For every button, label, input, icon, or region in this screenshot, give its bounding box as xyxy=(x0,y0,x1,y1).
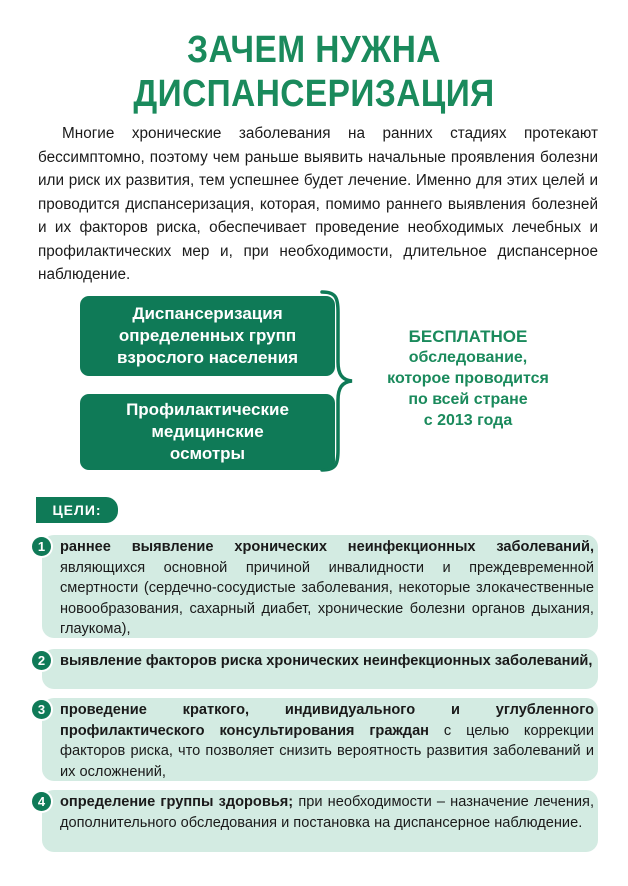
goal-3-bold: проведение краткого, индивидуального и углубленного профилактического консультирования граждан xyxy=(60,702,594,739)
goal-1-text: являющихся основной причиной инвалидности и преждевременной смертности (сердечно-сосудистые заболевания, некоторые злокачественные новообразования, сахарный диабет, хронические болезни органов дыхания, глаукома), xyxy=(60,559,594,637)
box1-line: Диспансеризация xyxy=(132,304,283,323)
title-line-2: ДИСПАНСЕРИЗАЦИЯ xyxy=(133,73,495,115)
goal-item-4 xyxy=(42,790,598,852)
goal-4-bold: определение группы здоровья; xyxy=(60,794,294,810)
free-line: обследование, xyxy=(408,349,528,366)
goal-1-bold: раннее выявление хронических неинфекционных заболеваний, xyxy=(60,539,594,555)
goal-number-badge: 4 xyxy=(32,792,51,811)
free-exam-note xyxy=(350,326,586,431)
free-line: которое проводится xyxy=(387,370,549,387)
goals-label: ЦЕЛИ: xyxy=(36,497,118,523)
box2-line: Профилактические xyxy=(126,400,289,419)
free-line: по всей стране xyxy=(408,391,528,408)
goal-number-badge: 1 xyxy=(32,537,51,556)
goal-item-1 xyxy=(42,535,598,638)
box1-line: взрослого населения xyxy=(116,348,299,367)
box2-line: осмотры xyxy=(169,444,246,463)
title-line-1: ЗАЧЕМ НУЖНА xyxy=(187,29,441,71)
goal-item-2 xyxy=(42,649,598,689)
page-title xyxy=(38,28,591,116)
goal-4-text: при необходимости – назначение лечения, дополнительного обследования и постановка на диспансерное наблюдение. xyxy=(60,794,594,831)
goal-item-3 xyxy=(42,698,598,781)
free-line: БЕСПЛАТНОЕ xyxy=(408,327,528,346)
box2-line: медицинские xyxy=(151,422,264,441)
goal-number-badge: 3 xyxy=(32,700,51,719)
intro-paragraph: Многие хронические заболевания на ранних стадиях протекают бессимптомно, поэтому чем раньше выявить начальные проявления болезни или риск их развития, тем успешнее будет лечение. Именно для этих целей и проводится диспансеризация, которая, помимо раннего выявления болезней и их факторов риска, обеспечивает проведение необходимых лечебных и профилактических мер и, при необходимости, длительное диспансерное наблюдение. xyxy=(38,125,598,283)
box1-line: определенных групп xyxy=(118,326,297,345)
adult-dispensarization-box xyxy=(80,296,335,376)
goal-number-badge: 2 xyxy=(32,651,51,670)
free-line: с 2013 года xyxy=(423,412,513,429)
preventive-exams-box xyxy=(80,394,335,470)
goal-2-bold: выявление факторов риска хронических неинфекционных заболеваний, xyxy=(60,653,593,669)
goal-3-text: с целью коррекции факторов риска, что позволяет снизить вероятность развития заболеваний и их осложнений, xyxy=(60,722,594,780)
